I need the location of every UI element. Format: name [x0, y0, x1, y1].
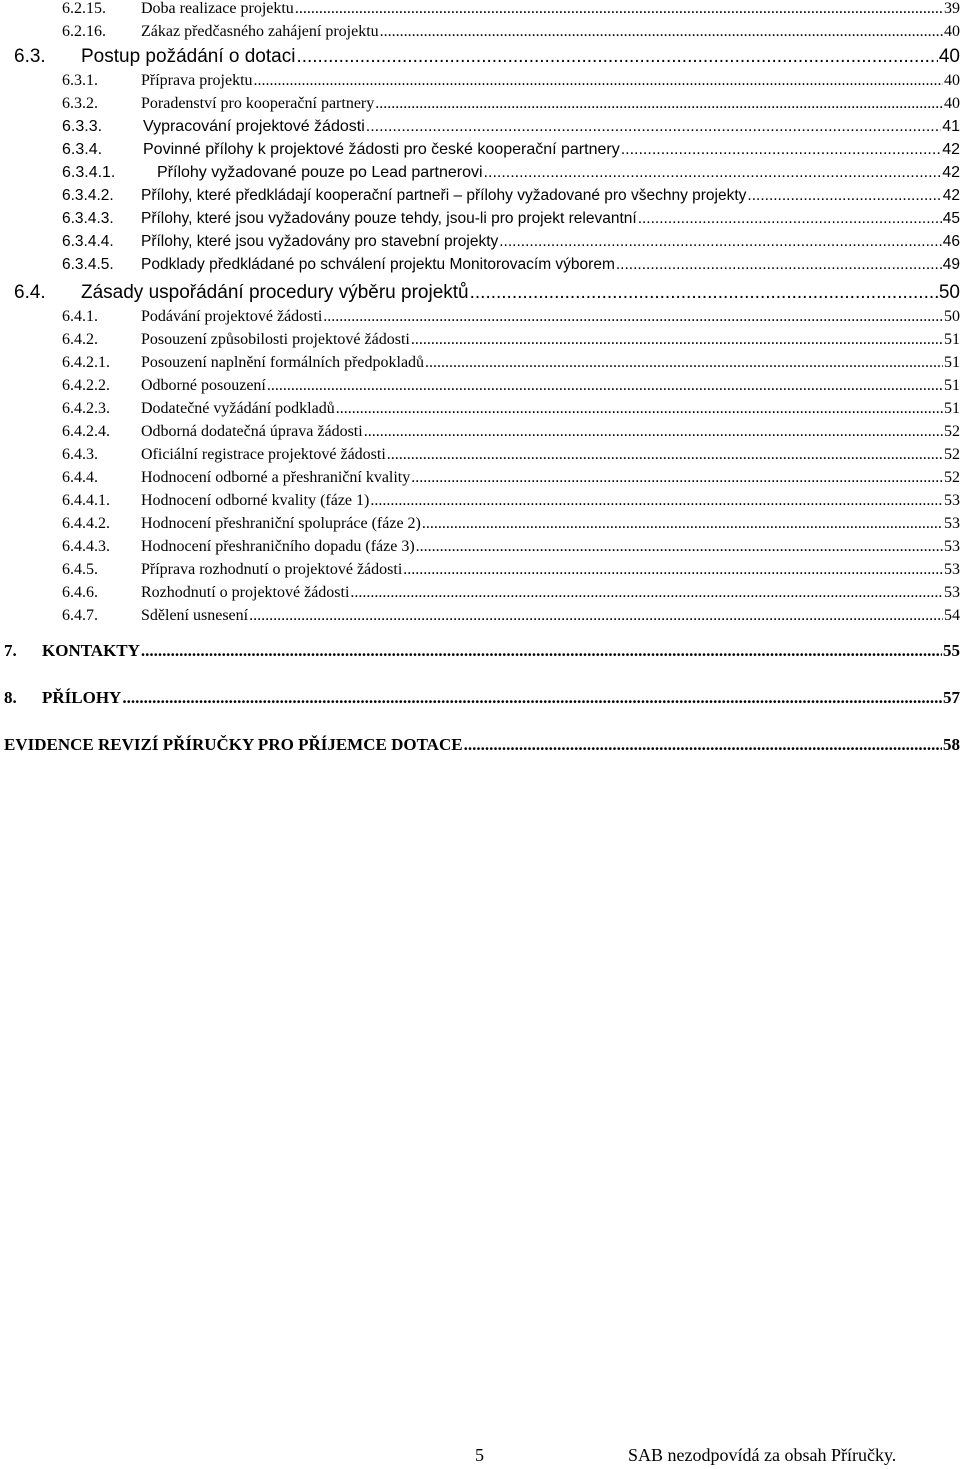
toc-entry-page: 58 [943, 735, 960, 754]
toc-leader-dots [350, 584, 943, 602]
toc-entry-page: 40 [944, 95, 960, 112]
toc-entry-6-2-16[interactable] [0, 23, 960, 41]
toc-entry-number: 6.4.4.1. [62, 492, 110, 509]
toc-leader-dots [296, 46, 937, 68]
toc-entry-title: Příprava rozhodnutí o projektové žádosti [141, 561, 403, 578]
toc-entry-number: 6.4.2.1. [62, 354, 110, 371]
toc-entry-title: Posouzení způsobilosti projektové žádosti [141, 331, 410, 348]
toc-entry-number: 6.4.6. [62, 584, 98, 601]
page-number: 5 [475, 1445, 484, 1465]
toc-entry-6-4-6[interactable] [0, 584, 960, 602]
toc-entry-page: 52 [944, 446, 960, 463]
toc-entry-page: 53 [944, 515, 960, 532]
toc-entry-number: 6.3.1. [62, 72, 98, 89]
toc-entry-page: 40 [944, 23, 960, 40]
toc-leader-dots [484, 164, 942, 182]
toc-entry-page: 53 [944, 492, 960, 509]
toc-entry-6-4-2-2[interactable] [0, 377, 960, 395]
toc-leader-dots [411, 469, 943, 487]
toc-entry-page: 54 [944, 607, 960, 624]
toc-entry-page: 41 [942, 118, 960, 135]
toc-entry-title: KONTAKTY [42, 641, 140, 660]
toc-entry-6-3-4-5[interactable] [0, 256, 960, 274]
toc-entry-number: 6.4.2. [62, 331, 98, 348]
toc-entry-title: Přílohy, které jsou vyžadovány pouze tehdy, jsou-li pro projekt relevantní [141, 210, 637, 227]
toc-entry-6-3-4[interactable] [0, 141, 960, 159]
toc-entry-number: 6.2.16. [62, 23, 106, 40]
toc-entry-6-4-5[interactable] [0, 561, 960, 579]
toc-entry-evidence[interactable] [0, 735, 960, 755]
toc-leader-dots [380, 23, 943, 41]
toc-leader-dots [375, 95, 943, 113]
toc-entry-6-3-4-4[interactable] [0, 233, 960, 251]
toc-entry-title: Zásady uspořádání procedury výběru projektů [81, 282, 469, 303]
toc-entry-title: Přílohy vyžadované pouze po Lead partnerovi [157, 164, 483, 181]
toc-entry-page: 45 [942, 210, 960, 227]
toc-leader-dots [464, 735, 942, 755]
toc-entry-title: Poradenství pro kooperační partnery [141, 95, 375, 112]
toc-leader-dots [638, 210, 942, 228]
toc-leader-dots [323, 308, 943, 326]
toc-entry-title: Hodnocení přeshraničního dopadu (fáze 3) [141, 538, 415, 555]
toc-entry-number: 6.3.3. [62, 118, 103, 135]
toc-leader-dots [254, 72, 943, 90]
toc-leader-dots [267, 377, 943, 395]
toc-leader-dots [141, 641, 942, 661]
toc-entry-page: 39 [944, 0, 960, 17]
toc-leader-dots [295, 0, 943, 18]
toc-entry-6-3-4-3[interactable] [0, 210, 960, 228]
toc-entry-6-4-2[interactable] [0, 331, 960, 349]
toc-entry-6-3-2[interactable] [0, 95, 960, 113]
toc-entry-number: 6.4.2.3. [62, 400, 110, 417]
toc-entry-6-4-1[interactable] [0, 308, 960, 326]
toc-entry-number: 6.3.4. [62, 141, 103, 158]
toc-entry-page: 53 [944, 561, 960, 578]
toc-entry-page: 53 [944, 584, 960, 601]
toc-entry-title: Povinné přílohy k projektové žádosti pro české kooperační partnery [143, 141, 620, 158]
toc-entry-page: 53 [944, 538, 960, 555]
toc-leader-dots [416, 538, 943, 556]
toc-entry-page: 52 [944, 469, 960, 486]
toc-entry-number: 6.3.2. [62, 95, 98, 112]
toc-entry-number: 6.3.4.2. [62, 187, 114, 204]
toc-entry-number: 6.4.3. [62, 446, 98, 463]
toc-entry-6-3[interactable] [0, 46, 960, 68]
toc-entry-6-4[interactable] [0, 282, 960, 304]
toc-entry-number: 6.4.1. [62, 308, 98, 325]
toc-entry-6-4-2-1[interactable] [0, 354, 960, 372]
toc-entry-title: Příprava projektu [141, 72, 253, 89]
toc-entry-number: 6.3.4.4. [62, 233, 114, 250]
toc-entry-title: Hodnocení přeshraniční spolupráce (fáze 2) [141, 515, 421, 532]
toc-entry-6-4-3[interactable] [0, 446, 960, 464]
toc-entry-title: Sdělení usnesení [141, 607, 249, 624]
toc-entry-title: Odborná dodatečná úprava žádosti [141, 423, 363, 440]
toc-entry-number: 8. [4, 688, 17, 707]
toc-leader-dots [411, 331, 943, 349]
toc-entry-page: 52 [944, 423, 960, 440]
toc-entry-title: Podklady předkládané po schválení projektu Monitorovacím výborem [141, 256, 615, 273]
toc-entry-title: Podávání projektové žádosti [141, 308, 323, 325]
toc-leader-dots [403, 561, 943, 579]
toc-entry-page: 50 [938, 282, 960, 303]
toc-entry-page: 40 [938, 46, 960, 67]
toc-entry-title: Posouzení naplnění formálních předpokladů [141, 354, 425, 371]
toc-entry-title: Rozhodnutí o projektové žádosti [141, 584, 350, 601]
toc-entry-title: Dodatečné vyžádání podkladů [141, 400, 335, 417]
toc-entry-6-4-4[interactable] [0, 469, 960, 487]
toc-entry-title: PŘÍLOHY [42, 688, 122, 707]
toc-entry-page: 55 [943, 641, 960, 660]
toc-entry-title: Vypracování projektové žádosti [143, 118, 365, 135]
toc-leader-dots [747, 187, 941, 205]
toc-entry-title: Hodnocení odborné kvality (fáze 1) [141, 492, 370, 509]
toc-entry-number: 6.4. [14, 282, 46, 303]
toc-entry-number: 6.4.2.4. [62, 423, 110, 440]
toc-entry-page: 50 [944, 308, 960, 325]
toc-leader-dots [364, 423, 943, 441]
toc-entry-title: Přílohy, které předkládají kooperační partneři – přílohy vyžadované pro všechny projekty [141, 187, 747, 204]
toc-entry-6-4-4-2[interactable] [0, 515, 960, 533]
toc-entry-6-4-7[interactable] [0, 607, 960, 625]
toc-entry-title: Oficiální registrace projektové žádosti [141, 446, 386, 463]
toc-entry-6-4-4-3[interactable] [0, 538, 960, 556]
toc-entry-page: 51 [944, 377, 960, 394]
toc-leader-dots [249, 607, 943, 625]
toc-entry-number: 6.2.15. [62, 0, 106, 17]
toc-entry-6-4-2-4[interactable] [0, 423, 960, 441]
toc-entry-number: 6.4.4. [62, 469, 98, 486]
toc-leader-dots [422, 515, 943, 533]
toc-entry-title: Zákaz předčasného zahájení projektu [141, 23, 379, 40]
toc-entry-page: 42 [942, 187, 960, 204]
toc-entry-6-3-3[interactable] [0, 118, 960, 136]
toc-entry-title: EVIDENCE REVIZÍ PŘÍRUČKY PRO PŘÍJEMCE DOTACE [4, 735, 463, 754]
toc-leader-dots [470, 282, 938, 304]
toc-entry-title: Přílohy, které jsou vyžadovány pro stavební projekty [141, 233, 499, 250]
toc-entry-page: 42 [942, 164, 960, 181]
toc-entry-number: 6.3. [14, 46, 46, 67]
toc-entry-6-3-1[interactable] [0, 72, 960, 90]
toc-entry-page: 49 [942, 256, 960, 273]
toc-leader-dots [616, 256, 942, 274]
toc-entry-number: 6.4.4.2. [62, 515, 110, 532]
toc-entry-number: 6.3.4.3. [62, 210, 114, 227]
toc-entry-page: 57 [943, 688, 960, 707]
toc-entry-page: 40 [944, 72, 960, 89]
toc-entry-number: 6.3.4.5. [62, 256, 114, 273]
toc-entry-number: 6.3.4.1. [62, 164, 116, 181]
toc-entry-6-2-15[interactable] [0, 0, 960, 18]
toc-entry-8[interactable] [0, 688, 960, 708]
toc-entry-6-3-4-2[interactable] [0, 187, 960, 205]
toc-entry-number: 6.4.4.3. [62, 538, 110, 555]
toc-entry-page: 42 [942, 141, 960, 158]
toc-leader-dots [336, 400, 943, 418]
toc-entry-number: 6.4.5. [62, 561, 98, 578]
toc-entry-page: 46 [942, 233, 960, 250]
toc-entry-6-3-4-1[interactable] [0, 164, 960, 182]
toc-entry-number: 6.4.7. [62, 607, 98, 624]
toc-leader-dots [122, 688, 942, 708]
toc-leader-dots [366, 118, 941, 136]
toc-entry-6-4-2-3[interactable] [0, 400, 960, 418]
toc-entry-title: Postup požádání o dotaci [81, 46, 296, 67]
toc-entry-page: 51 [944, 331, 960, 348]
toc-leader-dots [425, 354, 943, 372]
toc-entry-title: Odborné posouzení [141, 377, 266, 394]
toc-entry-title: Doba realizace projektu [141, 0, 294, 17]
toc-entry-7[interactable] [0, 641, 960, 661]
toc-entry-6-4-4-1[interactable] [0, 492, 960, 510]
toc-entry-number: 6.4.2.2. [62, 377, 110, 394]
toc-leader-dots [621, 141, 942, 159]
toc-entry-title: Hodnocení odborné a přeshraniční kvality [141, 469, 411, 486]
footer-disclaimer: SAB nezodpovídá za obsah Příručky. [628, 1445, 897, 1465]
toc-leader-dots [499, 233, 942, 251]
toc-entry-number: 7. [4, 641, 17, 660]
toc-entry-page: 51 [944, 354, 960, 371]
toc-entry-page: 51 [944, 400, 960, 417]
toc-leader-dots [387, 446, 943, 464]
toc-leader-dots [370, 492, 943, 510]
